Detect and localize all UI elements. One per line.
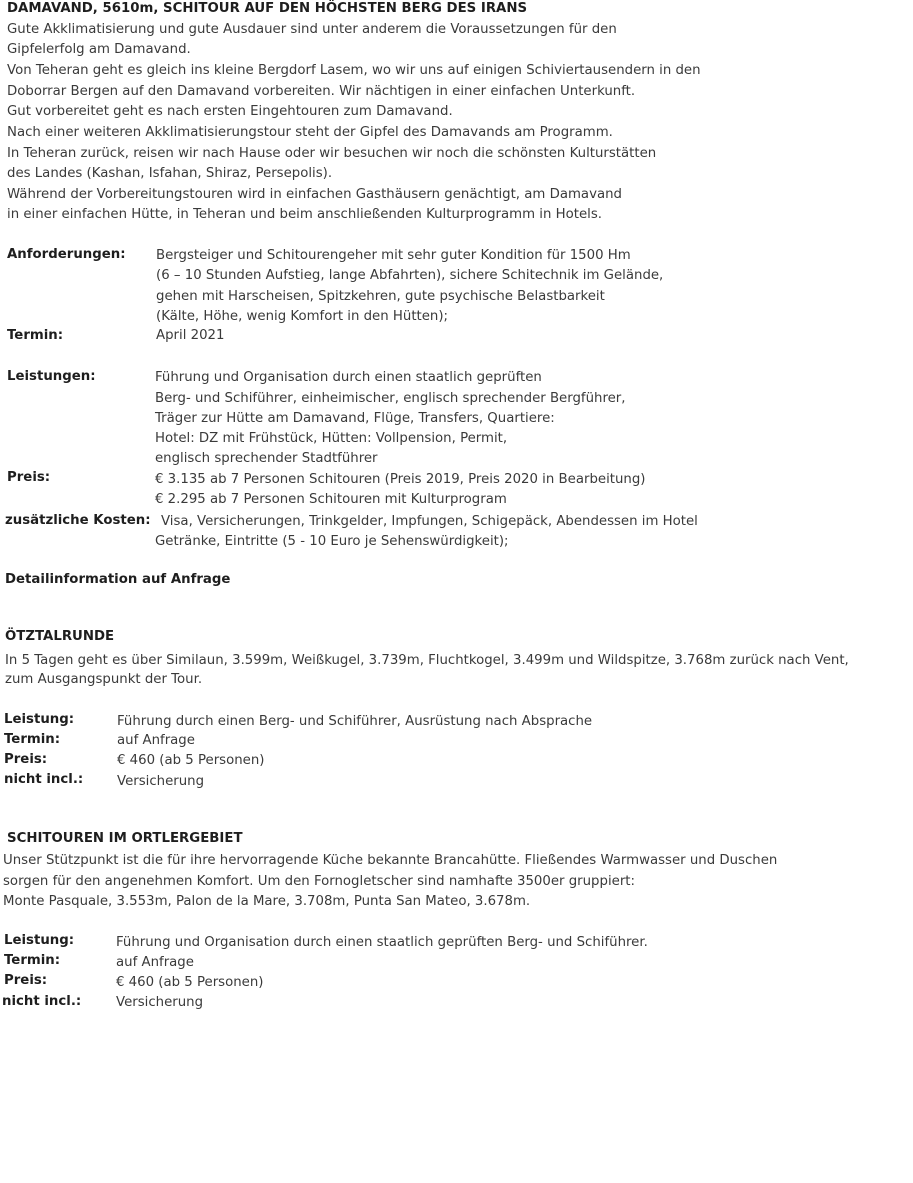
intro-line: Nach einer weiteren Akklimatisierungstour steht der Gipfel des Damavands am Programm. xyxy=(7,125,613,140)
label-anforderungen: Anforderungen: xyxy=(7,247,126,262)
value-line: englisch sprechender Stadtführer xyxy=(155,451,378,466)
label-preis: Preis: xyxy=(4,752,48,767)
section-title: DAMAVAND, 5610m, SCHITOUR AUF DEN HÖCHSTEN BERG DES IRANS xyxy=(7,1,528,16)
label-termin: Termin: xyxy=(4,732,61,747)
intro-line: sorgen für den angenehmen Komfort. Um den Fornogletscher sind namhafte 3500er gruppiert: xyxy=(3,874,635,889)
value-leistung: Führung und Organisation durch einen staatlich geprüften Berg- und Schiführer. xyxy=(116,935,648,950)
value-line: Getränke, Eintritte (5 - 10 Euro je Sehenswürdigkeit); xyxy=(155,534,509,549)
value-line: Führung und Organisation durch einen staatlich geprüften xyxy=(155,370,542,385)
intro-line: Von Teheran geht es gleich ins kleine Bergdorf Lasem, wo wir uns auf einigen Schiviertausendern in den xyxy=(7,63,701,78)
label-termin: Termin: xyxy=(7,328,64,343)
label-leistung: Leistung: xyxy=(4,712,75,727)
value-line: gehen mit Harscheisen, Spitzkehren, gute psychische Belastbarkeit xyxy=(156,289,605,304)
label-preis: Preis: xyxy=(7,470,51,485)
value-line: Bergsteiger und Schitourengeher mit sehr guter Kondition für 1500 Hm xyxy=(156,248,631,263)
value-line: € 2.295 ab 7 Personen Schitouren mit Kulturprogram xyxy=(155,492,507,507)
label-preis: Preis: xyxy=(4,973,48,988)
value-line: € 3.135 ab 7 Personen Schitouren (Preis 2019, Preis 2020 in Bearbeitung) xyxy=(155,472,646,487)
label-termin: Termin: xyxy=(4,953,61,968)
value-line: Berg- und Schiführer, einheimischer, englisch sprechender Bergführer, xyxy=(155,391,626,406)
value-line: (Kälte, Höhe, wenig Komfort in den Hütten); xyxy=(156,309,449,324)
value-line: Träger zur Hütte am Damavand, Flüge, Transfers, Quartiere: xyxy=(155,411,555,426)
label-leistung: Leistung: xyxy=(4,933,75,948)
label-nicht-incl: nicht incl.: xyxy=(2,994,82,1009)
value-termin: auf Anfrage xyxy=(117,733,195,748)
value-preis: € 460 (ab 5 Personen) xyxy=(117,753,265,768)
intro-line: In Teheran zurück, reisen wir nach Hause oder wir besuchen wir noch die schönsten Kulturstätten xyxy=(7,146,657,161)
intro-line: Gut vorbereitet geht es nach ersten Eingehtouren zum Damavand. xyxy=(7,104,453,119)
value-preis: € 460 (ab 5 Personen) xyxy=(116,975,264,990)
intro-line: Während der Vorbereitungstouren wird in einfachen Gasthäusern genächtigt, am Damavand xyxy=(7,187,622,202)
label-nicht-incl: nicht incl.: xyxy=(4,772,84,787)
intro-line: Gute Akklimatisierung und gute Ausdauer sind unter anderem die Voraussetzungen für den xyxy=(7,22,617,37)
intro-line: Gipfelerfolg am Damavand. xyxy=(7,42,191,57)
intro-line: In 5 Tagen geht es über Similaun, 3.599m, Weißkugel, 3.739m, Fluchtkogel, 3.499m und Wildspitze, 3.768m zurück nach Vent, xyxy=(5,653,849,668)
value-nicht-incl: Versicherung xyxy=(116,995,204,1010)
value-line: Hotel: DZ mit Frühstück, Hütten: Vollpension, Permit, xyxy=(155,431,508,446)
section-title: SCHITOUREN IM ORTLERGEBIET xyxy=(7,831,243,846)
intro-line: des Landes (Kashan, Isfahan, Shiraz, Persepolis). xyxy=(7,166,333,181)
intro-line: Unser Stützpunkt ist die für ihre hervorragende Küche bekannte Brancahütte. Fließendes Warmwasser und Duschen xyxy=(3,853,778,868)
label-kosten: zusätzliche Kosten: xyxy=(5,513,151,528)
intro-line: Doborrar Bergen auf den Damavand vorbereiten. Wir nächtigen in einer einfachen Unterkunft. xyxy=(7,84,636,99)
section-title: ÖTZTALRUNDE xyxy=(5,629,115,644)
detail-info: Detailinformation auf Anfrage xyxy=(5,572,231,587)
value-line: (6 – 10 Stunden Aufstieg, lange Abfahrten), sichere Schitechnik im Gelände, xyxy=(156,268,664,283)
value-termin: April 2021 xyxy=(156,328,225,343)
intro-line: Monte Pasquale, 3.553m, Palon de la Mare, 3.708m, Punta San Mateo, 3.678m. xyxy=(3,894,531,909)
value-nicht-incl: Versicherung xyxy=(117,774,205,789)
value-termin: auf Anfrage xyxy=(116,955,194,970)
label-leistungen: Leistungen: xyxy=(7,369,96,384)
intro-line: zum Ausgangspunkt der Tour. xyxy=(5,672,203,687)
value-leistung: Führung durch einen Berg- und Schiführer, Ausrüstung nach Absprache xyxy=(117,714,593,729)
value-line: Visa, Versicherungen, Trinkgelder, Impfungen, Schigepäck, Abendessen im Hotel xyxy=(161,514,698,529)
intro-line: in einer einfachen Hütte, in Teheran und beim anschließenden Kulturprogramm in Hotels. xyxy=(7,207,603,222)
